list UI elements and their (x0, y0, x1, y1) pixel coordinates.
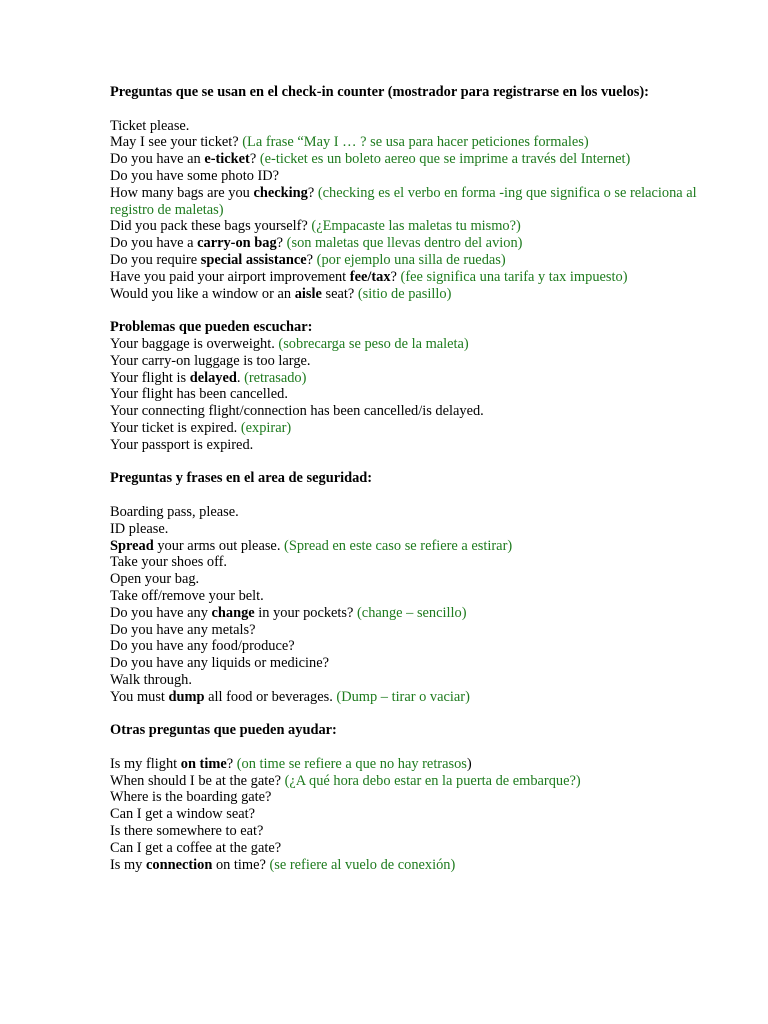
text-line (110, 353, 708, 370)
translation-note: (expirar) (240, 419, 292, 436)
translation-note: (e-ticket es un boleto aereo que se imprime a través del Internet) (259, 151, 631, 168)
translation-note: (on time se refiere a que no hay retrasos (236, 755, 467, 772)
text-line (110, 655, 708, 672)
section-heading: Otras preguntas que pueden ayudar: (110, 722, 337, 739)
phrase-text: Your ticket is expired. (110, 419, 241, 436)
phrase-text: Do you have any liquids or medicine? (110, 655, 330, 672)
phrase-text: Boarding pass, please. (110, 503, 239, 520)
translation-note: (sobrecarga se peso de la maleta) (278, 335, 469, 352)
phrase-text: ID please. (110, 520, 169, 537)
text-line (110, 823, 708, 840)
phrase-text: Do you have a (110, 235, 198, 252)
key-term: connection (145, 856, 213, 873)
phrase-text: Open your bag. (110, 571, 200, 588)
phrase-text: Your carry-on luggage is too large. (110, 352, 311, 369)
key-term: on time (180, 755, 227, 772)
phrase-text: Your flight has been cancelled. (110, 386, 288, 403)
phrase-text: Is my (110, 856, 146, 873)
text-line (110, 857, 708, 874)
translation-note: (fee significa una tarifa y tax impuesto) (400, 268, 628, 285)
phrase-text: Do you have any food/produce? (110, 638, 295, 655)
paragraph-gap (110, 302, 708, 319)
phrase-text: Where is the boarding gate? (110, 789, 272, 806)
text-line (110, 689, 708, 706)
phrase-text: ) (466, 755, 472, 772)
key-term: fee/tax (349, 268, 391, 285)
phrase-text: Take your shoes off. (110, 554, 228, 571)
translation-note: (sitio de pasillo) (357, 285, 452, 302)
translation-note: (checking es el verbo en forma -ing que significa o se relaciona al registro de maletas) (110, 184, 697, 218)
phrase-text: Would you like a window or an (110, 285, 295, 302)
phrase-text: How many bags are you (110, 184, 254, 201)
key-term: dump (168, 688, 205, 705)
phrase-text: Your connecting flight/connection has been cancelled/is delayed. (110, 403, 484, 420)
paragraph-gap (110, 454, 708, 471)
key-term: e-ticket (204, 151, 250, 168)
phrase-text: Ticket please. (110, 117, 190, 134)
text-line (110, 571, 708, 588)
phrase-text: Do you have some photo ID? (110, 167, 280, 184)
paragraph-gap (110, 705, 708, 722)
phrase-text: Take off/remove your belt. (110, 587, 264, 604)
translation-note: (La frase “May I … ? se usa para hacer peticiones formales) (242, 134, 589, 151)
translation-note: (por ejemplo una silla de ruedas) (316, 251, 506, 268)
text-line (110, 286, 708, 303)
text-line (110, 756, 708, 773)
text-line (110, 252, 708, 269)
phrase-text: in your pockets? (254, 604, 358, 621)
text-line (110, 269, 708, 286)
key-term: checking (253, 184, 308, 201)
phrase-text: ? (306, 251, 317, 268)
phrase-text: all food or beverages. (204, 688, 337, 705)
translation-note: (¿A qué hora debo estar en la puerta de embarque?) (284, 772, 581, 789)
key-term: Spread (110, 537, 154, 554)
translation-note: (Spread en este caso se refiere a estirar) (284, 537, 513, 554)
translation-note: (Dump – tirar o vaciar) (336, 688, 470, 705)
translation-note: (retrasado) (244, 369, 307, 386)
phrase-text: You must (110, 688, 169, 705)
phrase-text: ? (276, 235, 287, 252)
phrase-text: Your baggage is overweight. (110, 335, 279, 352)
text-line (110, 185, 708, 219)
phrase-text: Can I get a coffee at the gate? (110, 839, 282, 856)
phrase-text: on time? (212, 856, 270, 873)
text-line (110, 504, 708, 521)
phrase-text: . (236, 369, 245, 386)
paragraph-gap (110, 487, 708, 504)
key-term: change (211, 604, 255, 621)
text-line (110, 638, 708, 655)
text-line (110, 605, 708, 622)
phrase-text: When should I be at the gate? (110, 772, 285, 789)
text-line (110, 118, 708, 135)
key-term: carry-on bag (197, 235, 277, 252)
text-line (110, 403, 708, 420)
phrase-text: Can I get a window seat? (110, 806, 256, 823)
phrase-text: seat? (321, 285, 358, 302)
translation-note: (change – sencillo) (357, 604, 467, 621)
phrase-text: Walk through. (110, 671, 192, 688)
text-line (110, 336, 708, 353)
phrase-text: ? (226, 755, 237, 772)
text-line (110, 622, 708, 639)
translation-note: (son maletas que llevas dentro del avion) (286, 235, 523, 252)
translation-note: (¿Empacaste las maletas tu mismo?) (311, 218, 521, 235)
text-line (110, 235, 708, 252)
key-term: delayed (189, 369, 237, 386)
section-heading: Preguntas que se usan en el check-in counter (mostrador para registrarse en los vuelos): (110, 84, 649, 100)
text-line (110, 521, 708, 538)
text-line (110, 538, 708, 555)
phrase-text: Do you have any metals? (110, 621, 256, 638)
text-line (110, 437, 708, 454)
phrase-text: May I see your ticket? (110, 134, 243, 151)
phrase-text: Do you require (110, 251, 201, 268)
phrase-text: Is there somewhere to eat? (110, 823, 264, 840)
phrase-text: Your flight is (110, 369, 190, 386)
section-heading: Preguntas y frases en el area de seguridad: (110, 470, 373, 487)
text-line (110, 554, 708, 571)
phrase-text: ? (390, 268, 401, 285)
translation-note: (se refiere al vuelo de conexión) (269, 856, 456, 873)
text-line (110, 588, 708, 605)
text-line (110, 151, 708, 168)
text-line (110, 840, 708, 857)
text-line (110, 218, 708, 235)
phrase-text: Did you pack these bags yourself? (110, 218, 312, 235)
text-line (110, 370, 708, 387)
phrase-text: your arms out please. (153, 537, 285, 554)
text-line (110, 773, 708, 790)
phrase-text: ? (307, 184, 318, 201)
paragraph-gap (110, 739, 708, 756)
key-term: special assistance (200, 251, 307, 268)
text-line (110, 806, 708, 823)
text-line (110, 420, 708, 437)
text-line (110, 386, 708, 403)
phrase-text: Is my flight (110, 755, 181, 772)
phrase-text: Have you paid your airport improvement (110, 268, 350, 285)
key-term: aisle (294, 285, 322, 302)
text-line (110, 789, 708, 806)
text-line (110, 672, 708, 689)
paragraph-gap (110, 101, 708, 118)
phrase-text: Do you have an (110, 151, 205, 168)
section-heading: Problemas que pueden escuchar: (110, 319, 313, 336)
phrase-text: ? (249, 151, 260, 168)
text-line (110, 134, 708, 151)
text-line (110, 168, 708, 185)
phrase-text: Do you have any (110, 604, 212, 621)
phrase-text: Your passport is expired. (110, 436, 254, 453)
